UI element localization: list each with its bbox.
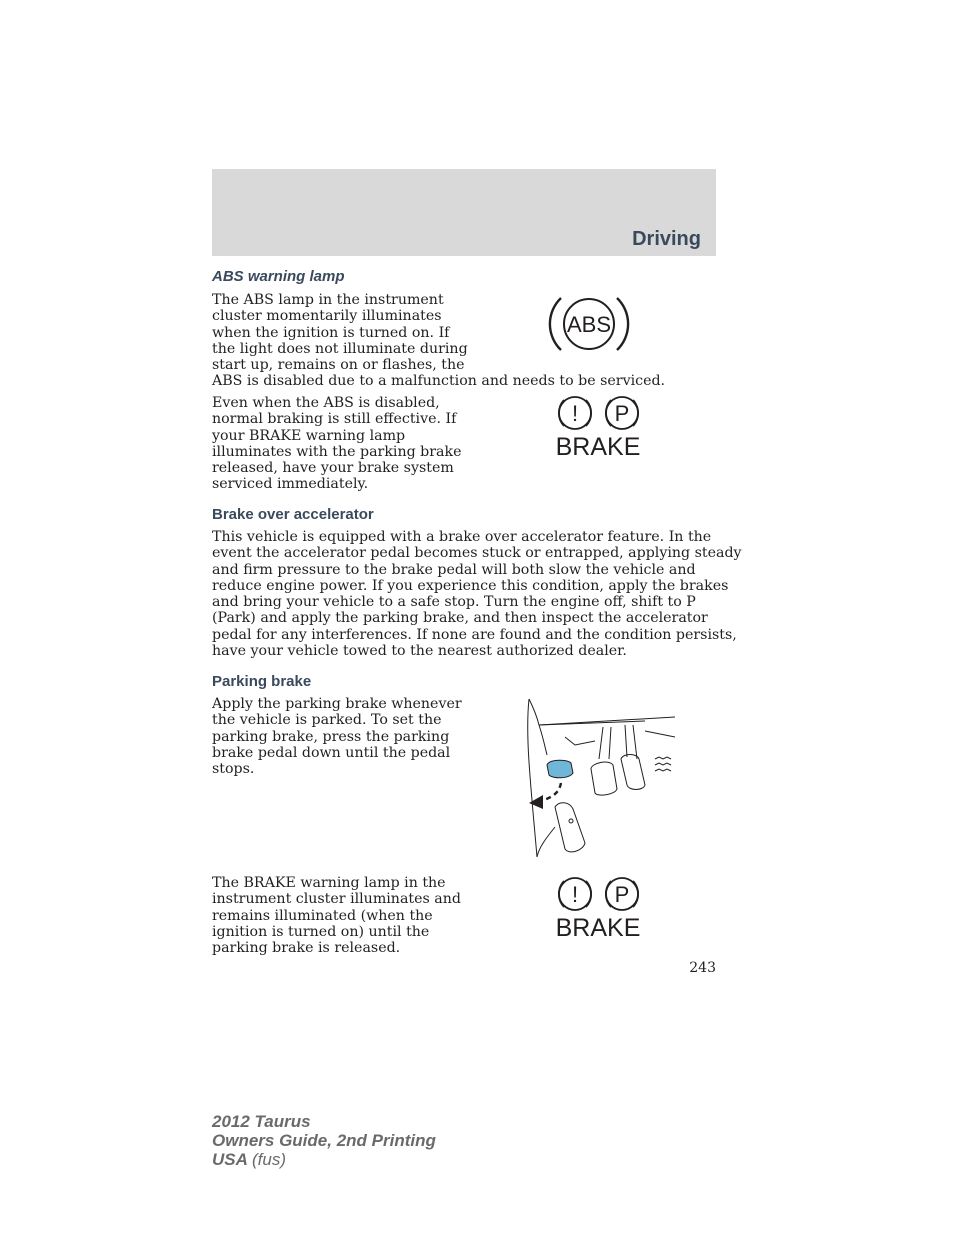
brake-exclaim-text: ! — [571, 401, 579, 426]
section-header-band — [212, 169, 716, 256]
footer-guide: Owners Guide, 2nd Printing — [212, 1131, 436, 1150]
section-title: Driving — [632, 228, 701, 250]
abs-paragraph: The ABS lamp in the instrument cluster momentarily illuminates when the ignition is turned on. If the light does not illuminate during start up, remains on or flashes, the ABS is disabled due to a malfunction and needs to be serviced. — [212, 292, 666, 390]
brake-warning-icon — [550, 395, 646, 459]
footer-region: USA (fus) — [212, 1150, 286, 1169]
footer-model: 2012 Taurus — [212, 1112, 311, 1131]
brake-warning-icon — [550, 876, 646, 940]
boa-heading: Brake over accelerator — [212, 506, 374, 523]
parking-brake-paragraph: Apply the parking brake whenever the vehicle is parked. To set the parking brake, press the parking brake pedal down until the pedal stops. — [212, 696, 462, 778]
brake-label-text: BRAKE — [555, 914, 641, 940]
brake-lamp-paragraph: The BRAKE warning lamp in the instrument cluster illuminates and remains illuminated (when the ignition is turned on) until the parking brake is released. — [212, 875, 461, 957]
abs-heading: ABS warning lamp — [212, 268, 345, 285]
brake-p-text: P — [614, 401, 630, 426]
document-footer — [212, 1112, 436, 1169]
abs-disabled-paragraph: Even when the ABS is disabled, normal braking is still effective. If your BRAKE warning lamp illuminates with the parking brake released, have your brake system serviced immediately. — [212, 395, 462, 493]
boa-paragraph: This vehicle is equipped with a brake over accelerator feature. In the event the accelerator pedal becomes stuck or entrapped, applying steady and firm pressure to the brake pedal will both slow the vehicle and reduce engine power. If you experience this condition, apply the brakes and bring your vehicle to a safe stop. Turn the engine off, shift to P (Park) and apply the parking brake, and then inspect the accelerator pedal for any interferences. If none are found and the condition persists, have your vehicle towed to the nearest authorized dealer. — [212, 529, 742, 660]
parking-brake-heading: Parking brake — [212, 673, 312, 690]
brake-exclaim-text: ! — [571, 882, 579, 907]
brake-p-text: P — [614, 882, 630, 907]
page-number: 243 — [689, 960, 716, 976]
brake-label-text: BRAKE — [555, 433, 641, 459]
abs-symbol-text: ABS — [566, 312, 612, 337]
abs-warning-icon — [548, 292, 630, 356]
parking-brake-pedal-illustration — [525, 697, 680, 860]
